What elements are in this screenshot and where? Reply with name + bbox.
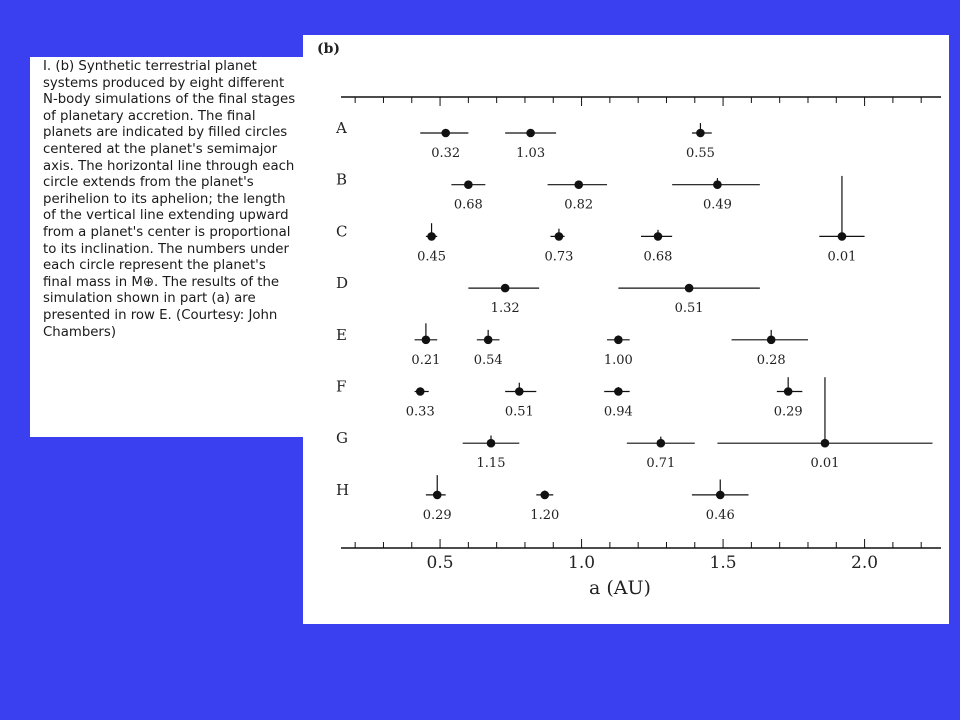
simulation-row: [336, 323, 808, 368]
planet-dot: [614, 387, 623, 396]
caption-panel: [30, 57, 304, 437]
planet-dot: [696, 129, 705, 138]
figure-caption: I. (b) Synthetic terrestrial planet systems produced by eight different N-body simulations of the final stages of planetary accretion. The final planets are indicated by filled circles centered at the planet's semimajor axis. The horizontal line through each circle extends from the planet's perihelion to its aphelion; the length of the vertical line extending upward from a planet's center is proportional to its inclination. The numbers under each circle represent the planet's final mass in M⊕. The results of the simulation shown in part (a) are presented in row E. (Courtesy: John Chambers): [43, 59, 296, 340]
planet-dot: [526, 129, 535, 138]
planet-dot: [501, 284, 510, 293]
planet-dot: [441, 129, 450, 138]
x-tick-label: 1.5: [709, 553, 737, 573]
row-label: G: [336, 429, 348, 448]
planet-mass-label: 0.73: [544, 249, 574, 265]
planet-mass-label: 0.51: [674, 301, 704, 317]
planet-mass-label: 0.29: [422, 507, 452, 523]
simulation-row: [335, 119, 715, 161]
planet-mass-label: 0.49: [702, 197, 732, 213]
planet: [505, 383, 536, 420]
planet-mass-label: 1.15: [476, 456, 506, 472]
planet: [692, 480, 749, 523]
planet-mass-label: 0.01: [827, 249, 857, 265]
planet-dot: [614, 336, 623, 345]
planet-dot: [654, 232, 663, 241]
planet: [463, 436, 520, 472]
planet: [604, 335, 633, 367]
row-label: A: [336, 119, 347, 137]
planet: [672, 178, 760, 213]
axis-ticks: [355, 97, 921, 548]
planet-mass-label: 0.29: [773, 404, 803, 420]
planet: [474, 330, 503, 368]
planet-mass-label: 1.03: [516, 146, 546, 161]
simulation-row: [336, 377, 803, 419]
planet-dot: [427, 232, 436, 241]
planet: [530, 491, 559, 523]
row-label: D: [336, 274, 349, 293]
planet-mass-label: 0.68: [453, 197, 483, 213]
planet-dot: [484, 336, 493, 345]
planet-dot: [821, 439, 830, 448]
planet-dot: [716, 491, 725, 500]
planet-dot: [540, 491, 549, 500]
planet-dot: [574, 180, 583, 189]
planet-dot: [515, 387, 524, 396]
simulation-row: [336, 176, 865, 265]
planet: [819, 176, 864, 265]
planet-mass-label: 0.45: [417, 249, 447, 265]
planet: [417, 223, 446, 264]
planet-mass-label: 0.51: [504, 404, 534, 420]
planet: [548, 180, 607, 212]
planet-mass-label: 1.00: [603, 352, 633, 368]
semimajor-axis-chart: [303, 35, 949, 624]
planet: [505, 129, 556, 161]
planet: [468, 284, 539, 316]
planet-mass-label: 0.01: [810, 456, 840, 472]
planet-dot: [713, 180, 722, 189]
planet: [411, 323, 440, 368]
planet: [406, 387, 435, 419]
planet-mass-label: 0.32: [431, 146, 461, 161]
planet: [604, 387, 633, 419]
planet: [420, 129, 468, 161]
planet: [774, 377, 803, 419]
planet-mass-label: 0.68: [643, 249, 673, 265]
planet-dot: [422, 336, 431, 345]
planet-mass-label: 0.21: [411, 352, 441, 368]
planet-mass-label: 0.82: [564, 197, 594, 213]
row-label: B: [336, 170, 348, 189]
planet-mass-label: 0.55: [685, 146, 715, 161]
planet-dot: [784, 387, 793, 396]
planet-mass-label: 0.46: [705, 507, 735, 523]
row-label: E: [336, 325, 347, 344]
row-label: F: [336, 377, 347, 396]
planet: [641, 230, 672, 265]
x-axis-label: a (AU): [589, 577, 651, 599]
simulation-row: [336, 475, 749, 523]
planet-mass-label: 1.20: [530, 507, 560, 523]
planet-mass-label: 0.71: [646, 456, 676, 472]
simulation-rows: [335, 119, 933, 523]
planet-dot: [838, 232, 847, 241]
row-label: C: [336, 222, 348, 241]
x-tick-label: 0.5: [426, 553, 454, 573]
simulation-row: [336, 171, 760, 213]
row-label: H: [336, 480, 350, 499]
planet-dot: [657, 439, 666, 448]
planet-dot: [487, 439, 496, 448]
planet-mass-label: 0.94: [603, 404, 633, 420]
planet-dot: [433, 491, 442, 500]
planet: [717, 377, 932, 471]
panel-label: (b): [317, 41, 341, 57]
x-tick-label: 1.0: [568, 553, 596, 573]
planet: [627, 437, 695, 472]
planet-dot: [464, 180, 473, 189]
planet: [544, 229, 573, 265]
figure-panel: [303, 35, 949, 624]
x-tick-labels: [427, 553, 879, 573]
planet-mass-label: 0.54: [473, 352, 503, 368]
planet-mass-label: 0.28: [756, 352, 786, 368]
planet-dot: [555, 232, 564, 241]
simulation-row: [336, 274, 760, 316]
planet: [732, 330, 808, 368]
planet-dot: [767, 336, 776, 345]
planet-dot: [416, 387, 425, 396]
planet: [618, 284, 760, 316]
x-tick-label: 2.0: [851, 553, 879, 573]
planet-dot: [685, 284, 694, 293]
planet-mass-label: 1.32: [490, 301, 520, 317]
planet: [451, 180, 485, 212]
planet: [686, 123, 715, 161]
planet-mass-label: 0.33: [405, 404, 435, 420]
planet: [423, 475, 452, 523]
